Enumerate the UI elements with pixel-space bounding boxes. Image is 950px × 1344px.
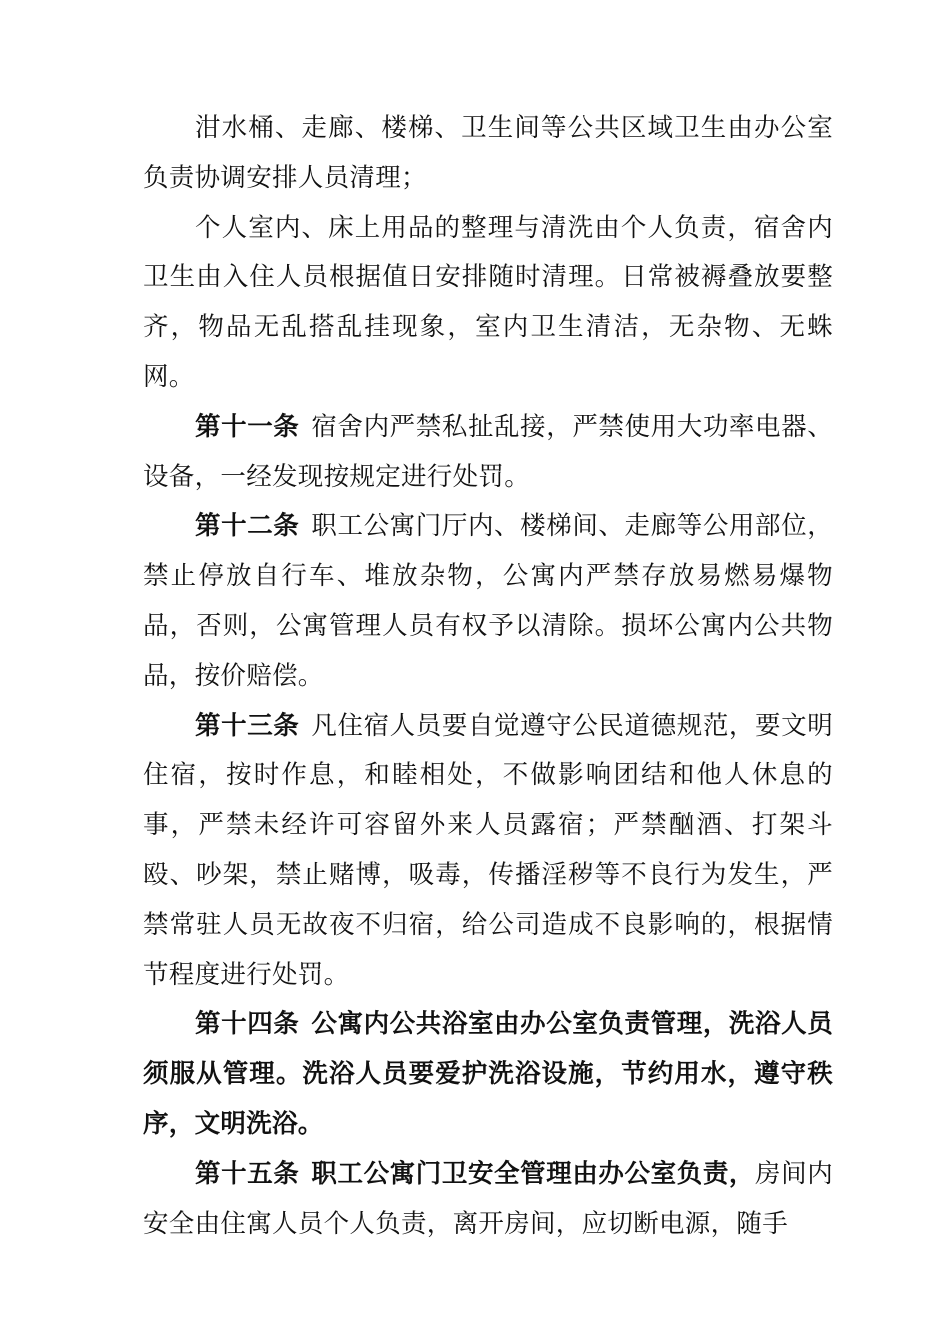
article-13: [143, 702, 833, 1001]
article-text: 房间内安全由住寓人员个人负责，离开房间，应切断电源，随手: [143, 1158, 834, 1239]
article-12: [143, 502, 833, 701]
paragraph-text: 泔水桶、走廊、楼梯、卫生间等公共区域卫生由办公室负责协调安排人员清理；: [143, 113, 833, 193]
article-bold-text: 职工公寓门卫安全管理由办公室负责，: [311, 1158, 756, 1189]
document-page: [143, 104, 833, 1249]
article-text: 凡住宿人员要自觉遵守公民道德规范，要文明住宿，按时作息，和睦相处，不做影响团结和他人休息的事，严禁未经许可容留外来人员露宿；严禁酗酒、打架斗殴、吵架，禁止赌博，吸毒，传播淫秽等不良行为发生，严禁常驻人员无故夜不归宿，给公司造成不良影响的，根据情节程度进行处罚。: [143, 710, 833, 990]
article-11: [143, 403, 833, 503]
paragraph-text: 个人室内、床上用品的整理与清洗由个人负责，宿舍内卫生由入住人员根据值日安排随时清理。日常被褥叠放要整齐，物品无乱搭乱挂现象，室内卫生清洁，无杂物、无蛛网。: [143, 212, 833, 392]
article-15: [143, 1150, 833, 1250]
article-14: [143, 1000, 833, 1149]
article-label: 第十一条: [195, 411, 300, 442]
article-text: 宿舍内严禁私扯乱接，严禁使用大功率电器、设备，一经发现按规定进行处罚。: [143, 411, 833, 492]
paragraph-public-area-cleaning: [143, 104, 833, 204]
article-label: 第十四条: [195, 1009, 300, 1040]
article-label: 第十二条: [195, 511, 300, 542]
article-label: 第十五条: [195, 1158, 300, 1189]
paragraph-personal-hygiene: [143, 204, 833, 403]
article-text: 职工公寓门厅内、楼梯间、走廊等公用部位，禁止停放自行车、堆放杂物，公寓内严禁存放易燃易爆物品，否则，公寓管理人员有权予以清除。损坏公寓内公共物品，按价赔偿。: [143, 511, 833, 691]
article-label: 第十三条: [195, 710, 300, 741]
article-bold-text: 公寓内公共浴室由办公室负责管理，洗浴人员须服从管理。洗浴人员要爱护洗浴设施，节约用水，遵守秩序，文明洗浴。: [143, 1009, 833, 1139]
